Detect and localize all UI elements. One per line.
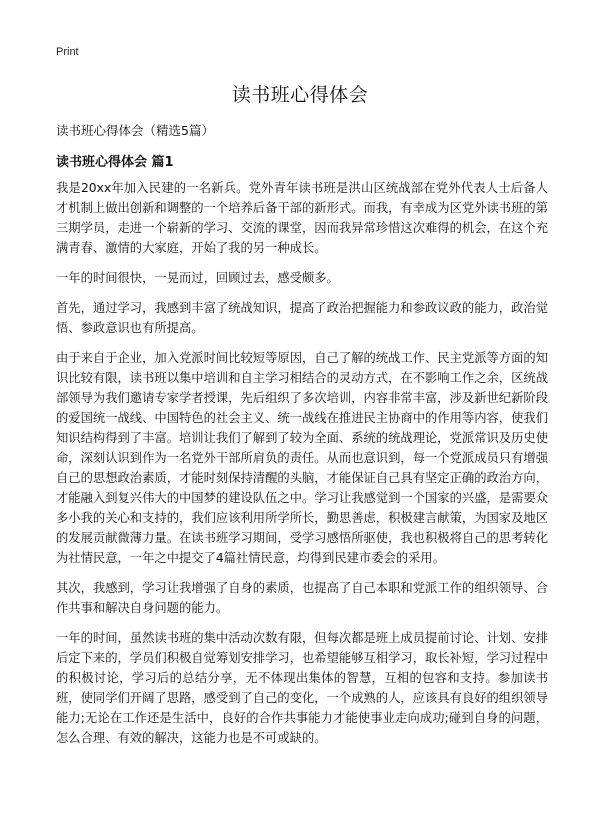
paragraph-first-detail: 由于来自于企业，加入党派时间比较短等原因，自己了解的统战工作、民主党派等方面的知识比较有限，读书班以集中培训和自主学习相结合的灵动方式，在不影响工作之余，区统战部领导为我们邀请专家学者授课，先后组织了多次培训，内容非常丰富，涉及新世纪新阶段的爱国统一战线、中国特色的社会主义、统一战线在推进民主协商中的作用等内容，使我们知识结构得到了丰富。培训让我们了解到了较为全面、系统的统战理论，党派常识及历史使命，深刻认识到作为一名党外干部所肩负的责任。从而也意识到，每一个党派成员只有增强自己的思想政治素质，才能时刻保持清醒的头脑，才能保证自己具有坚定正确的政治方向，才能融入到复兴伟大的中国梦的建设队伍之中。学习让我感觉到一个国家的兴盛，是需要众多小我的关心和支持的，我们应该利用所学所长，勤思善虑，积极建言献策，为国家及地区的发展贡献微薄力量。在读书班学习期间，受学习感悟所驱使，我也积极将自己的思考转化为社情民意，一年之中提交了4篇社情民意，均得到民建市委会的采用。 (56, 351, 548, 565)
paragraph-first-point: 首先，通过学习，我感到丰富了统战知识，提高了政治把握能力和参政议政的能力，政治觉悟、参政意识也有所提高。 (56, 301, 548, 335)
paragraph-intro: 我是20xx年加入民建的一名新兵。党外青年读书班是洪山区统战部在党外代表人士后备人才机制上做出创新和调整的一个培养后备干部的新形式。而我，有幸成为区党外读书班的第三期学员，走进一个崭新的学习、交流的课堂，因而我异常珍惜这次难得的机会，在这个充满青春、激情的大家庭，开始了我的另一种成长。 (56, 181, 548, 255)
paragraph-second-detail: 一年的时间，虽然读书班的集中活动次数有限，但每次都是班上成员提前讨论、计划、安排后定下来的，学员们积极自觉筹划安排学习，也希望能够互相学习，取长补短，学习过程中的积极讨论，学习后的总结分享，无不体现出集体的智慧，互相的包容和支持。参加读书班，使同学们开阔了思路，感受到了自己的变化，一个成熟的人，应该具有良好的组织领导能力;无论在工作还是生活中，良好的合作共事能力才能使事业走向成功;碰到自身的问题，怎么合理、有效的解决，这能力也是不可或缺的。 (56, 631, 548, 745)
page-title: 读书班心得体会 (231, 84, 369, 106)
document-body (56, 178, 548, 758)
section-heading: 读书班心得体会 篇1 (56, 155, 174, 170)
paragraph-second-point: 其次，我感到，学习让我增强了自身的素质，也提高了自己本职和党派工作的组织领导、合作共事和解决自身问题的能力。 (56, 581, 548, 615)
paragraph-reflection: 一年的时间很快，一晃而过，回顾过去，感受颇多。 (56, 271, 339, 285)
document-subtitle: 读书班心得体会（精选5篇） (56, 123, 214, 138)
print-link[interactable]: Print (56, 46, 79, 58)
